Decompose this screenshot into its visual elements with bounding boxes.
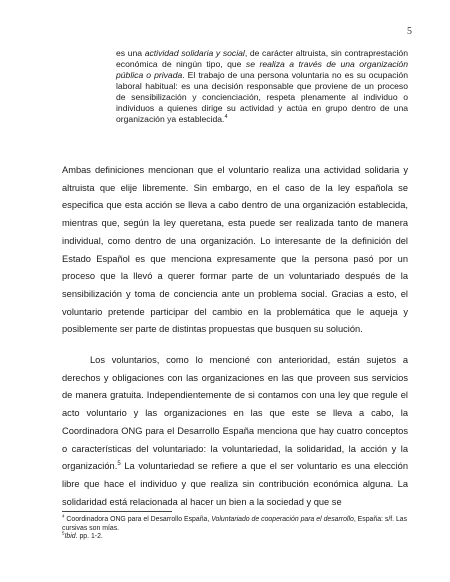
footnote-ref-4: 4 — [224, 114, 228, 121]
footnote-5-text: . pp. 1-2. — [75, 533, 103, 541]
quote-italic-2: se realiza a través de una organización pública o privada — [116, 59, 408, 80]
paragraph-2-text-2: La voluntariedad se refiere a que el ser voluntario es una elección libre que hace el individuo y que realiza sin contribución económica alguna. La solidaridad está relacionada al hacer un bien a la sociedad y que se — [62, 461, 408, 507]
footnote-4-italic: Voluntariado de cooperación para el desarrollo — [211, 516, 354, 523]
footnote-ref-5: 5 — [117, 461, 121, 468]
body-text — [62, 162, 408, 524]
quote-paragraph — [116, 48, 408, 125]
paragraph-2-text-1: Los voluntarios, como lo mencioné con anterioridad, están sujetos a derechos y obligaciones con las organizaciones en las que proveen sus servicios de manera gratuita. Independientemente de si contamos con una ley que regule el acto voluntario y las organizaciones en las que este se lleva a cabo, la Coordinadora ONG para el Desarrollo España menciona que hay cuatro conceptos o características del voluntariado: la voluntariedad, la solidaridad, la acción y la organización. — [62, 355, 408, 472]
footnote-5 — [62, 533, 408, 542]
quote-italic-1: actividad solidaria y social — [144, 48, 245, 58]
paragraph-1: Ambas definiciones mencionan que el voluntario realiza una actividad solidaria y altruista que elije libremente. Sin embargo, en el caso de la ley española se especifica que esta acción se lleva a cabo dentro de una organización establecida, mientras que, según la ley queretana, esta puede ser realizada tanto de manera individual, como dentro de una organización. Lo interesante de la definición del Estado Español es que menciona expresamente que la persona pasó por un proceso que la llevó a querer formar parte de un voluntariado después de la sensibilización y toma de conciencia ante un problema social. Gracias a esto, el voluntario pretende participar del cambio en la problemática que le aqueja y posiblemente ser parte de distintas propuestas que busquen su solución. — [62, 165, 408, 335]
paragraph-2 — [62, 352, 408, 511]
footnote-5-number: 5 — [62, 531, 65, 537]
footnote-4-text-1: Coordinadora ONG para el Desarrollo España, — [64, 516, 212, 523]
quote-text-2: , de carácter altruista, sin contraprestación económica de ningún tipo, que — [116, 48, 408, 69]
footnote-4 — [62, 513, 408, 533]
quote-text-1: es una — [116, 48, 145, 58]
footnote-separator — [62, 511, 172, 512]
footnote-4-text-2: , España: s/f. Las cursivas son mías. — [62, 516, 408, 532]
footnotes — [62, 513, 408, 542]
block-quote — [116, 48, 408, 125]
footnote-5-italic: Ibid — [64, 533, 76, 541]
page-number: 5 — [407, 26, 412, 37]
quote-text-3: . El trabajo de una persona voluntaria no es su ocupación laboral habitual: es una decisión responsable que proviene de un proceso de sensibilización y concienciación, respeta plenamente al individuo o individuos a quienes dirige su actividad y actúa en grupo dentro de una organización ya establecida. — [116, 70, 408, 124]
footnote-4-number: 4 — [62, 513, 65, 519]
